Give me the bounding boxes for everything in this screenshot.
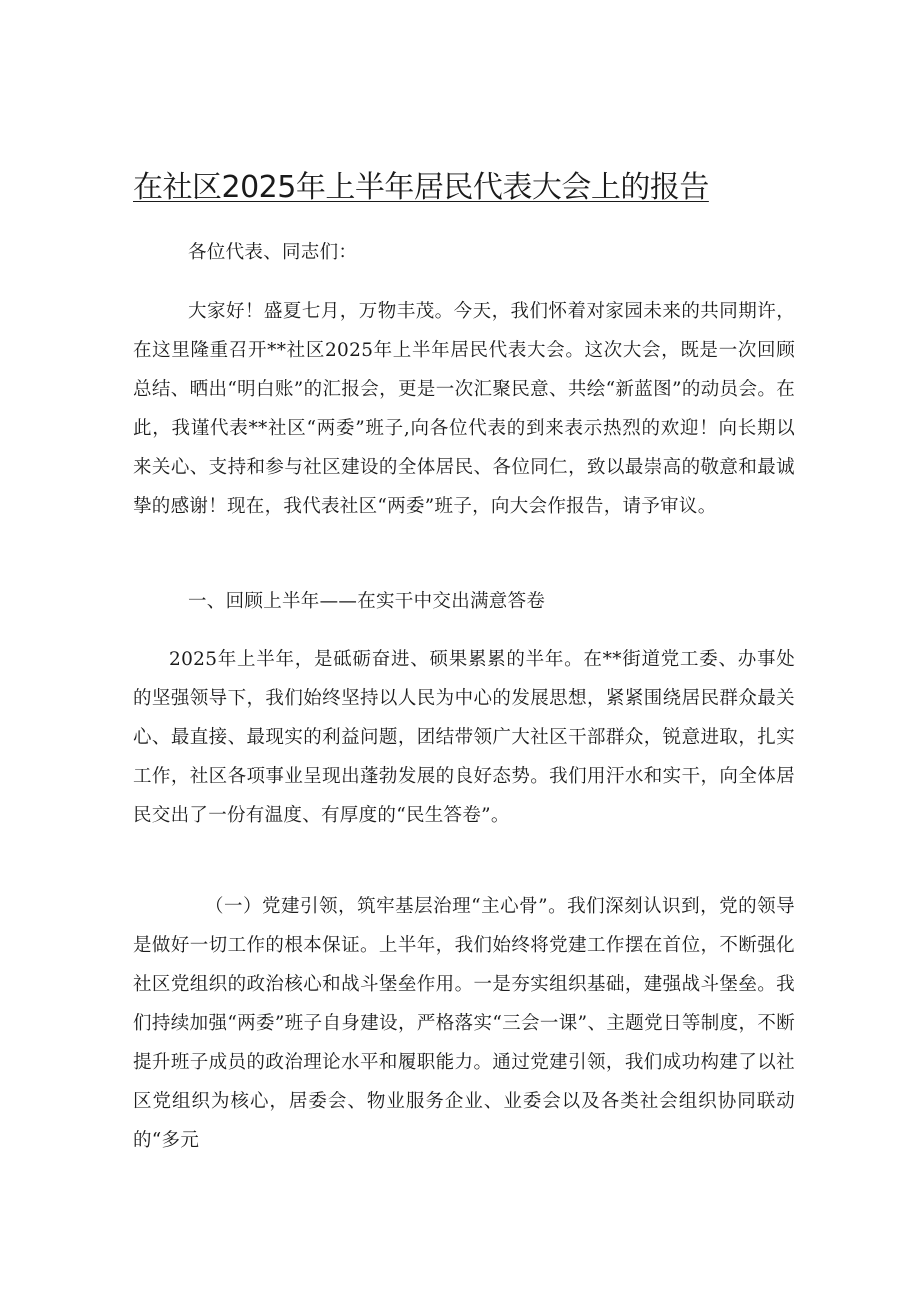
greeting: 各位代表、同志们： — [188, 242, 358, 263]
section-heading-review: 一、回顾上半年——在实干中交出满意答卷 — [188, 591, 546, 612]
paragraph-opening: 大家好！盛夏七月，万物丰茂。今天，我们怀着对家园未来的共同期许，在这里隆重召开**社区2025年上半年居民代表大会。这次大会，既是一次回顾总结、晒出“明白账”的汇报会，更是一次汇聚民意、共绘“新蓝图”的动员会。在此，我谨代表**社区“两委”班子,向各位代表的到来表示热烈的欢迎！向长期以来关心、支持和参与社区建设的全体居民、各位同仁，致以最崇高的敬意和最诚挚的感谢！现在，我代表社区“两委”班子，向大会作报告，请予审议。 — [133, 301, 795, 517]
paragraph-party-building: （一）党建引领，筑牢基层治理“主心骨”。我们深刻认识到，党的领导是做好一切工作的根本保证。上半年，我们始终将党建工作摆在首位，不断强化社区党组织的政治核心和战斗堡垒作用。一是夯实组织基础，建强战斗堡垒。我们持续加强“两委”班子自身建设，严格落实“三会一课”、主题党日等制度，不断提升班子成员的政治理论水平和履职能力。通过党建引领，我们成功构建了以社区党组织为核心，居委会、物业服务企业、业委会以及各类社会组织协同联动的“多元 — [133, 896, 795, 1151]
document-title: 在社区2025年上半年居民代表大会上的报告 — [133, 170, 709, 205]
paragraph-summary: 2025年上半年，是砥砺奋进、硕果累累的半年。在**街道党工委、办事处的坚强领导下，我们始终坚持以人民为中心的发展思想，紧紧围绕居民群众最关心、最直接、最现实的利益问题，团结带领广大社区干部群众，锐意进取，扎实工作，社区各项事业呈现出蓬勃发展的良好态势。我们用汗水和实干，向全体居民交出了一份有温度、有厚度的“民生答卷”。 — [133, 649, 795, 826]
